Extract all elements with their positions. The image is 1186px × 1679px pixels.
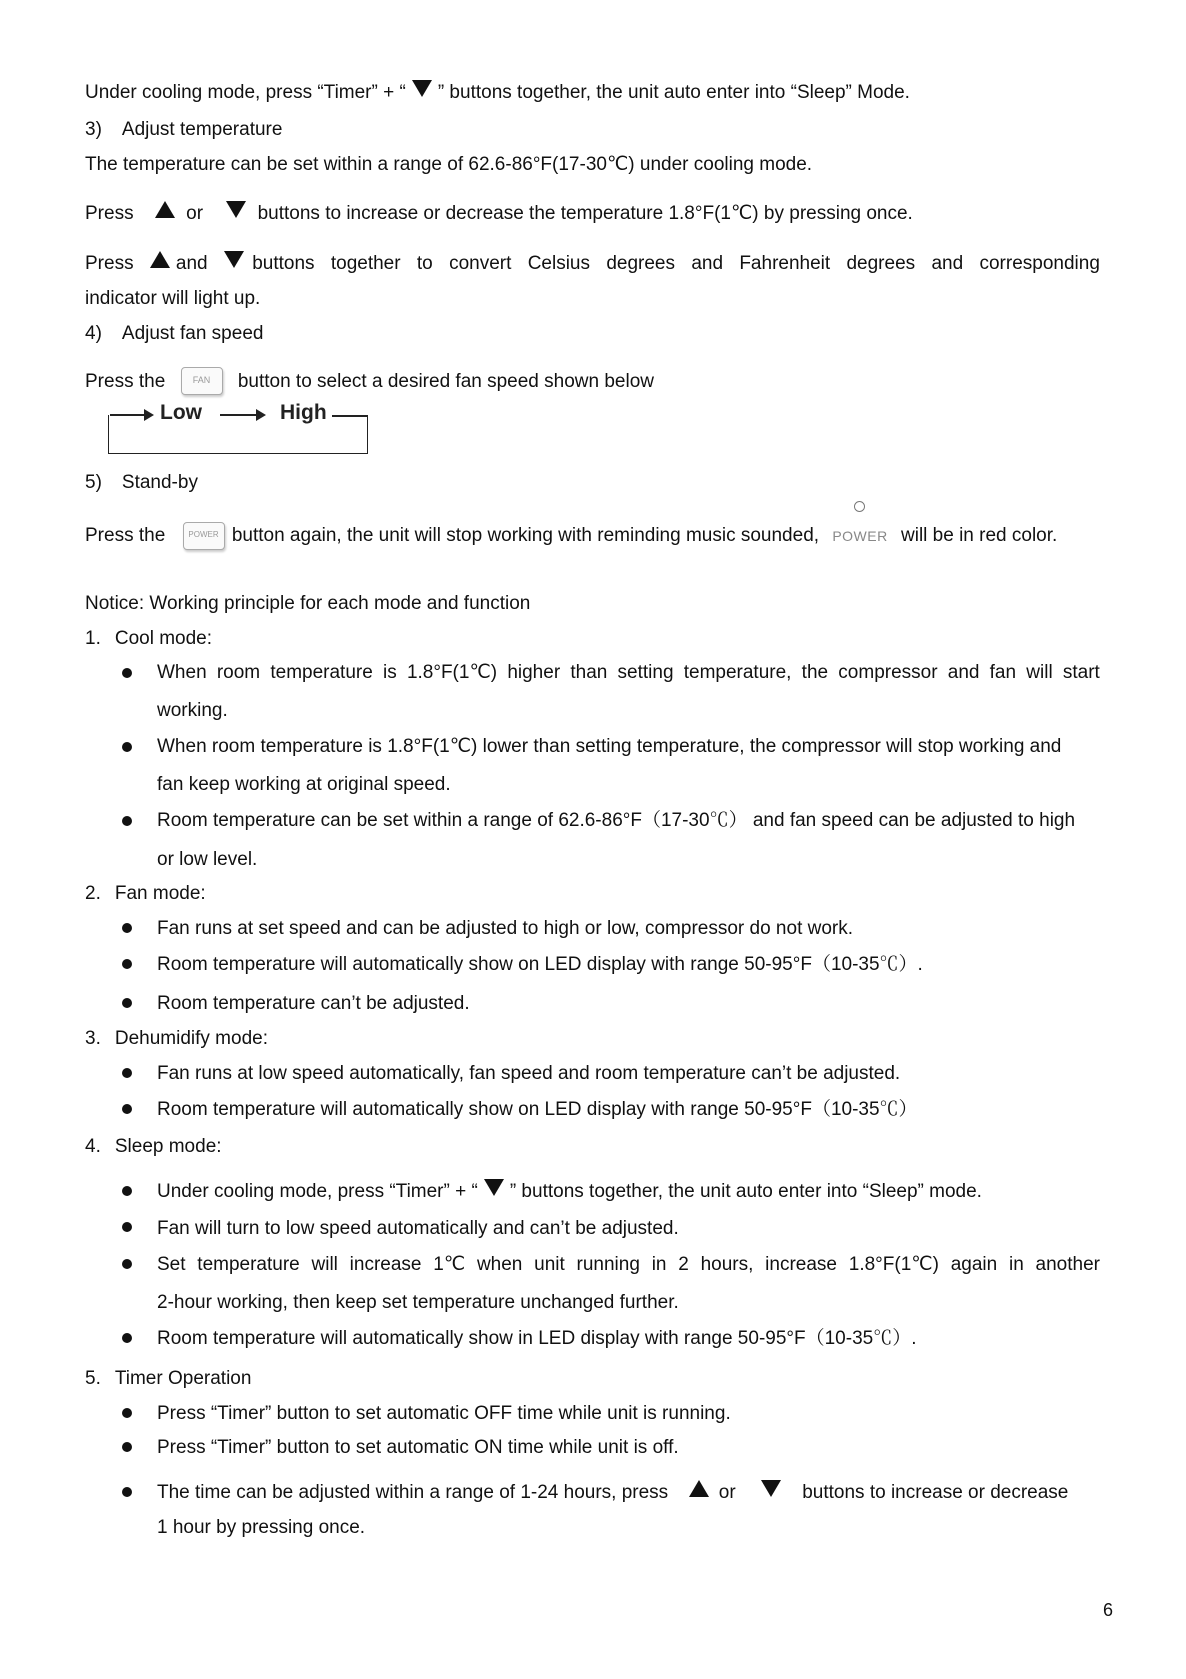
word: room xyxy=(216,662,261,683)
up-and-group xyxy=(150,251,208,277)
cool-bullet-2-line-1: When room temperature is 1.8°F(1℃) lower than setting temperature, the compressor will stop working and xyxy=(157,736,1062,757)
word: together xyxy=(330,253,401,274)
down-arrow-icon xyxy=(761,1480,781,1497)
timer-bullet-3-line-2: 1 hour by pressing once. xyxy=(157,1517,366,1538)
word: buttons xyxy=(252,253,315,274)
cool-bullet-1-line-1 xyxy=(157,660,1100,686)
sleep-bullet-1-text-b: ” buttons together, the unit auto enter into “Sleep” mode. xyxy=(509,1181,982,1202)
word: higher xyxy=(507,662,561,683)
sleep-bullet-4: Room temperature will automatically show in LED display with range 50-95°F（10-35℃）. xyxy=(157,1328,917,1349)
up-arrow-icon xyxy=(689,1480,709,1497)
section-title: Stand-by xyxy=(121,472,198,493)
bullet-icon xyxy=(122,742,132,752)
word: unit xyxy=(534,1254,565,1275)
word: 1.8°F(1℃) xyxy=(406,662,498,683)
fan-bullet-2: Room temperature will automatically show on LED display with range 50-95°F（10-35℃）. xyxy=(157,954,923,975)
word: degrees xyxy=(846,253,916,274)
section-number: 5) xyxy=(85,472,102,493)
mode-title: Timer Operation xyxy=(114,1368,252,1389)
bullet-icon xyxy=(122,1442,132,1452)
notice-heading: Notice: Working principle for each mode and function xyxy=(85,593,531,614)
cool-bullet-3-line-2: or low level. xyxy=(157,849,258,870)
or-label: or xyxy=(186,203,204,224)
word: setting xyxy=(617,662,674,683)
word: in xyxy=(1008,1254,1024,1275)
bullet-icon xyxy=(122,923,132,933)
down-arrow-icon xyxy=(226,201,246,218)
word: running xyxy=(576,1254,640,1275)
section-3-heading xyxy=(85,117,282,143)
fan-bullet-3: Room temperature can’t be adjusted. xyxy=(157,993,470,1014)
word: is xyxy=(383,662,397,683)
bullet-icon xyxy=(122,998,132,1008)
page-number: 6 xyxy=(1103,1600,1114,1620)
timer-bullet-3-text-c: buttons to increase or decrease xyxy=(802,1482,1069,1503)
word: compressor xyxy=(838,662,938,683)
bullet-icon xyxy=(122,1408,132,1418)
section-number: 4) xyxy=(85,323,102,344)
bullet-icon xyxy=(122,1333,132,1343)
word: the xyxy=(801,662,829,683)
timer-bullet-3-line-1 xyxy=(157,1480,1068,1506)
list-number: 5. xyxy=(85,1368,101,1389)
word: increase xyxy=(349,1254,422,1275)
arrow-icon xyxy=(110,414,152,416)
mode-title: Dehumidify mode: xyxy=(114,1028,268,1049)
cool-bullet-2-line-2: fan keep working at original speed. xyxy=(157,774,451,795)
word: Fahrenheit xyxy=(739,253,831,274)
cool-mode-heading xyxy=(85,626,212,652)
bullet-icon xyxy=(122,668,132,678)
section-number: 3) xyxy=(85,119,102,140)
word: temperature xyxy=(270,662,373,683)
word: corresponding xyxy=(979,253,1100,274)
list-number: 3. xyxy=(85,1028,101,1049)
sleep-intro-line xyxy=(85,80,910,106)
fan-bullet-1: Fan runs at set speed and can be adjusted to high or low, compressor do not work. xyxy=(157,918,854,939)
word: start xyxy=(1062,662,1100,683)
word: will xyxy=(1026,662,1053,683)
sleep-bullet-1 xyxy=(157,1179,982,1205)
dehumidify-mode-heading xyxy=(85,1026,268,1052)
word: 1℃ xyxy=(433,1254,466,1275)
sleep-bullet-1-text-a: Under cooling mode, press “Timer” + “ xyxy=(157,1181,478,1202)
standby-text: button again, the unit will stop working with reminding music sounded, xyxy=(231,525,820,546)
word: and xyxy=(931,253,964,274)
dehumidify-bullet-1: Fan runs at low speed automatically, fan speed and room temperature can’t be adjusted. xyxy=(157,1063,901,1084)
word: 2 xyxy=(678,1254,689,1275)
word: 1.8°F(1℃) xyxy=(848,1254,939,1275)
word: to xyxy=(416,253,433,274)
low-label: Low xyxy=(160,401,202,424)
list-number: 1. xyxy=(85,628,101,649)
mode-title: Cool mode: xyxy=(114,628,213,649)
press-label: Press xyxy=(85,203,134,224)
fan-mode-heading xyxy=(85,881,206,907)
standby-line xyxy=(85,522,1057,550)
timer-heading xyxy=(85,1366,251,1392)
sleep-intro-text-b: ” buttons together, the unit auto enter into “Sleep” Mode. xyxy=(437,82,910,103)
sleep-intro-text-a: Under cooling mode, press “Timer” + “ xyxy=(85,82,406,103)
fan-press-text: button to select a desired fan speed shown below xyxy=(237,371,654,392)
red-color-text: will be in red color. xyxy=(901,525,1058,546)
word: than xyxy=(570,662,608,683)
section-title: Adjust temperature xyxy=(121,119,283,140)
section-4-heading xyxy=(85,321,263,347)
list-number: 2. xyxy=(85,883,101,904)
fan-speed-diagram xyxy=(108,401,370,455)
sleep-bullet-2: Fan will turn to low speed automatically and can’t be adjusted. xyxy=(157,1218,679,1239)
word: Celsius xyxy=(527,253,591,274)
word: temperature, xyxy=(683,662,792,683)
or-label: or xyxy=(718,1482,736,1503)
convert-line-1 xyxy=(85,251,1100,277)
bullet-icon xyxy=(122,1104,132,1114)
up-arrow-icon xyxy=(155,201,175,218)
bullet-icon xyxy=(122,1222,132,1232)
word: temperature xyxy=(197,1254,300,1275)
bullet-icon xyxy=(122,1487,132,1497)
mode-title: Fan mode: xyxy=(114,883,206,904)
press-label: Press xyxy=(85,253,134,274)
temp-range-text: The temperature can be set within a range of 62.6-86°F(17-30℃) under cooling mode. xyxy=(85,154,813,175)
power-button-icon: POWER xyxy=(183,522,225,550)
high-label: High xyxy=(280,401,327,424)
down-arrow-icon xyxy=(484,1179,504,1196)
indicator-light-icon xyxy=(854,501,865,512)
word: hours, xyxy=(700,1254,754,1275)
sleep-mode-heading xyxy=(85,1134,222,1160)
word: in xyxy=(651,1254,667,1275)
word: When xyxy=(157,662,207,683)
sleep-bullet-3-line-1 xyxy=(157,1252,1100,1278)
word: and xyxy=(947,662,980,683)
word: Set xyxy=(157,1254,186,1275)
press-the-label: Press the xyxy=(85,525,166,546)
fan-press-line xyxy=(85,367,654,395)
press-updown-line xyxy=(85,201,913,227)
power-indicator-icon xyxy=(832,523,887,549)
dehumidify-bullet-2: Room temperature will automatically show on LED display with range 50-95°F（10-35℃） xyxy=(157,1099,918,1120)
bullet-icon xyxy=(122,959,132,969)
timer-bullet-2: Press “Timer” button to set automatic ON time while unit is off. xyxy=(157,1437,679,1458)
cool-bullet-3-line-1: Room temperature can be set within a range of 62.6-86°F（17-30℃） and fan speed can be adjusted to high xyxy=(157,810,1076,831)
section-title: Adjust fan speed xyxy=(121,323,264,344)
fan-button-icon: FAN xyxy=(181,367,223,395)
word: again xyxy=(950,1254,998,1275)
down-arrow-icon xyxy=(412,80,432,97)
and-label: and xyxy=(175,253,208,274)
bullet-icon xyxy=(122,1068,132,1078)
bullet-icon xyxy=(122,816,132,826)
timer-bullet-3-text-a: The time can be adjusted within a range of 1-24 hours, press xyxy=(157,1482,669,1503)
press-the-label: Press the xyxy=(85,371,166,392)
sleep-bullet-3-line-2: 2-hour working, then keep set temperature unchanged further. xyxy=(157,1292,679,1313)
word: will xyxy=(311,1254,338,1275)
list-number: 4. xyxy=(85,1136,101,1157)
bullet-icon xyxy=(122,1186,132,1196)
cool-bullet-1-line-2: working. xyxy=(157,700,228,721)
connector-line xyxy=(332,415,368,417)
word: degrees xyxy=(606,253,675,274)
word: when xyxy=(476,1254,523,1275)
power-indicator-label: POWER xyxy=(832,528,888,544)
up-arrow-icon xyxy=(150,251,170,268)
word: and xyxy=(691,253,724,274)
convert-line-2: indicator will light up. xyxy=(85,288,261,309)
word: fan xyxy=(989,662,1017,683)
bullet-icon xyxy=(122,1259,132,1269)
mode-title: Sleep mode: xyxy=(114,1136,222,1157)
down-arrow-icon xyxy=(224,251,244,268)
word: convert xyxy=(449,253,512,274)
word: another xyxy=(1035,1254,1100,1275)
timer-bullet-1: Press “Timer” button to set automatic OFF time while unit is running. xyxy=(157,1403,731,1424)
word: increase xyxy=(765,1254,837,1275)
section-5-heading xyxy=(85,470,198,496)
press-updown-text: buttons to increase or decrease the temperature 1.8°F(1℃) by pressing once. xyxy=(257,203,913,224)
arrow-icon xyxy=(220,414,264,416)
